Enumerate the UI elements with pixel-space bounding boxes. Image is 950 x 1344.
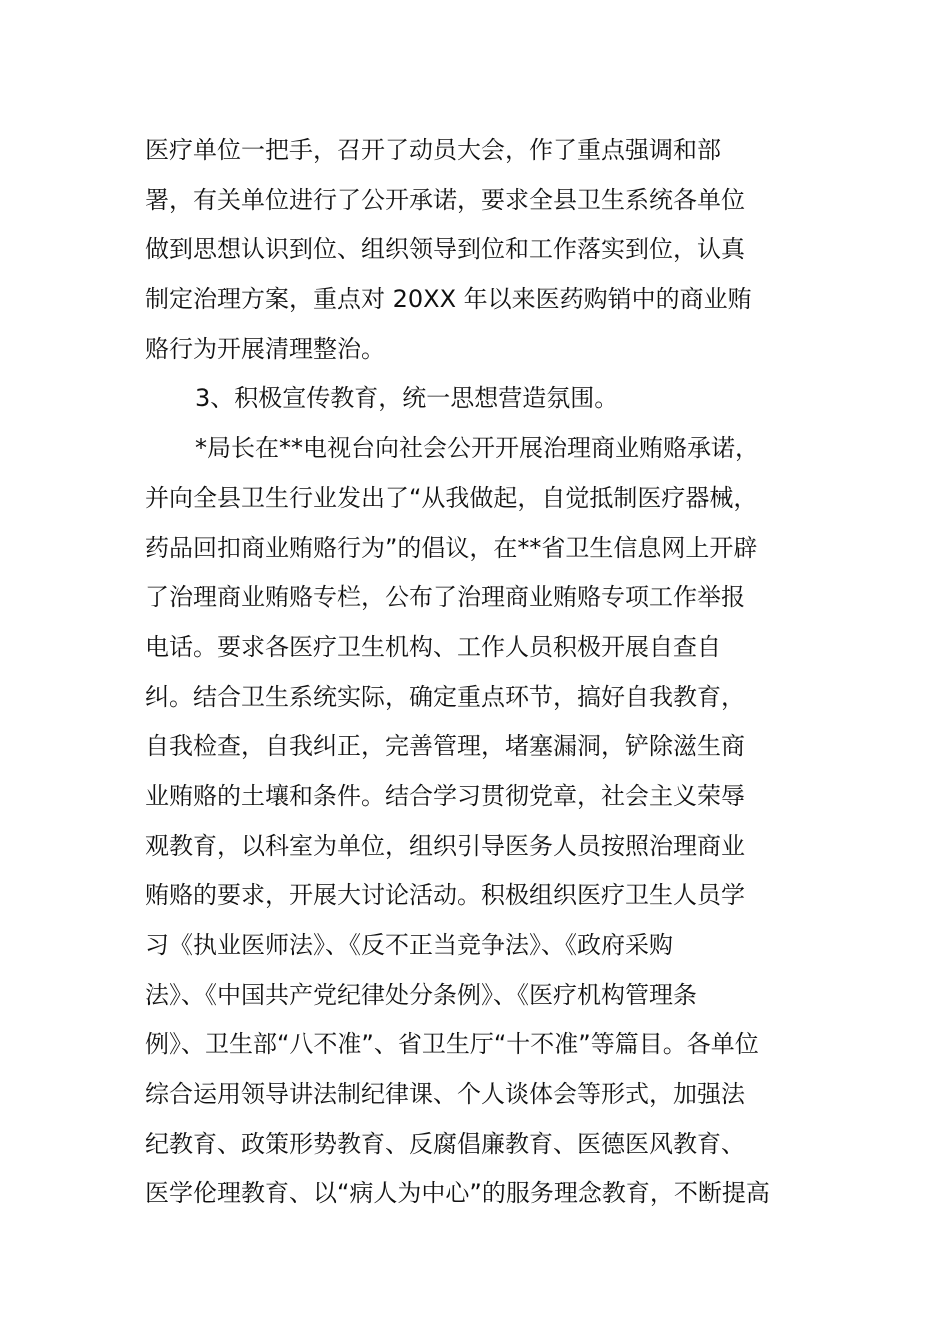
text-line: 业贿赂的土壤和条件。结合学习贯彻党章，社会主义荣辱: [145, 781, 745, 810]
text-line: 自我检查，自我纠正，完善管理，堵塞漏洞，铲除滋生商: [145, 732, 745, 761]
body-text: [145, 126, 815, 1219]
text-line: 法》、《中国共产党纪律处分条例》、《医疗机构管理条: [145, 980, 697, 1009]
text-line: 习《执业医师法》、《反不正当竞争法》、《政府采购: [145, 931, 673, 959]
text-line: 纪教育、政策形势教育、反腐倡廉教育、医德医风教育、: [145, 1129, 745, 1158]
text-line: 赂行为开展清理整治。: [145, 334, 385, 363]
text-line: 电话。要求各医疗卫生机构、工作人员积极开展自查自: [145, 632, 721, 661]
text-line: 例》、卫生部“八不准”、省卫生厅“十不准”等篇目。各单位: [145, 1030, 759, 1059]
text-line: 医学伦理教育、以“病人为中心”的服务理念教育，不断提高: [145, 1179, 770, 1208]
text-line: 制定治理方案，重点对 20XX 年以来医药购销中的商业贿: [145, 285, 752, 314]
text-line: 医疗单位一把手，召开了动员大会，作了重点强调和部: [145, 136, 721, 164]
text-line: 并向全县卫生行业发出了“从我做起，自觉抵制医疗器械，: [145, 483, 758, 512]
text-line: 贿赂的要求，开展大讨论活动。积极组织医疗卫生人员学: [145, 881, 745, 910]
text-line: 综合运用领导讲法制纪律课、个人谈体会等形式，加强法: [145, 1080, 745, 1109]
text-line: 纠。结合卫生系统实际，确定重点环节，搞好自我教育，: [145, 682, 745, 711]
text-line: 做到思想认识到位、组织领导到位和工作落实到位，认真: [145, 235, 745, 264]
text-line: 药品回扣商业贿赂行为”的倡议，在**省卫生信息网上开辟: [145, 533, 758, 562]
text-line: 观教育，以科室为单位，组织引导医务人员按照治理商业: [145, 831, 745, 860]
text-line: 了治理商业贿赂专栏，公布了治理商业贿赂专项工作举报: [145, 583, 745, 612]
section-heading: 3、积极宣传教育，统一思想营造氛围。: [195, 384, 619, 413]
text-line: 署，有关单位进行了公开承诺，要求全县卫生系统各单位: [145, 185, 745, 214]
paragraph-first-line: *局长在**电视台向社会公开开展治理商业贿赂承诺，: [195, 434, 759, 463]
